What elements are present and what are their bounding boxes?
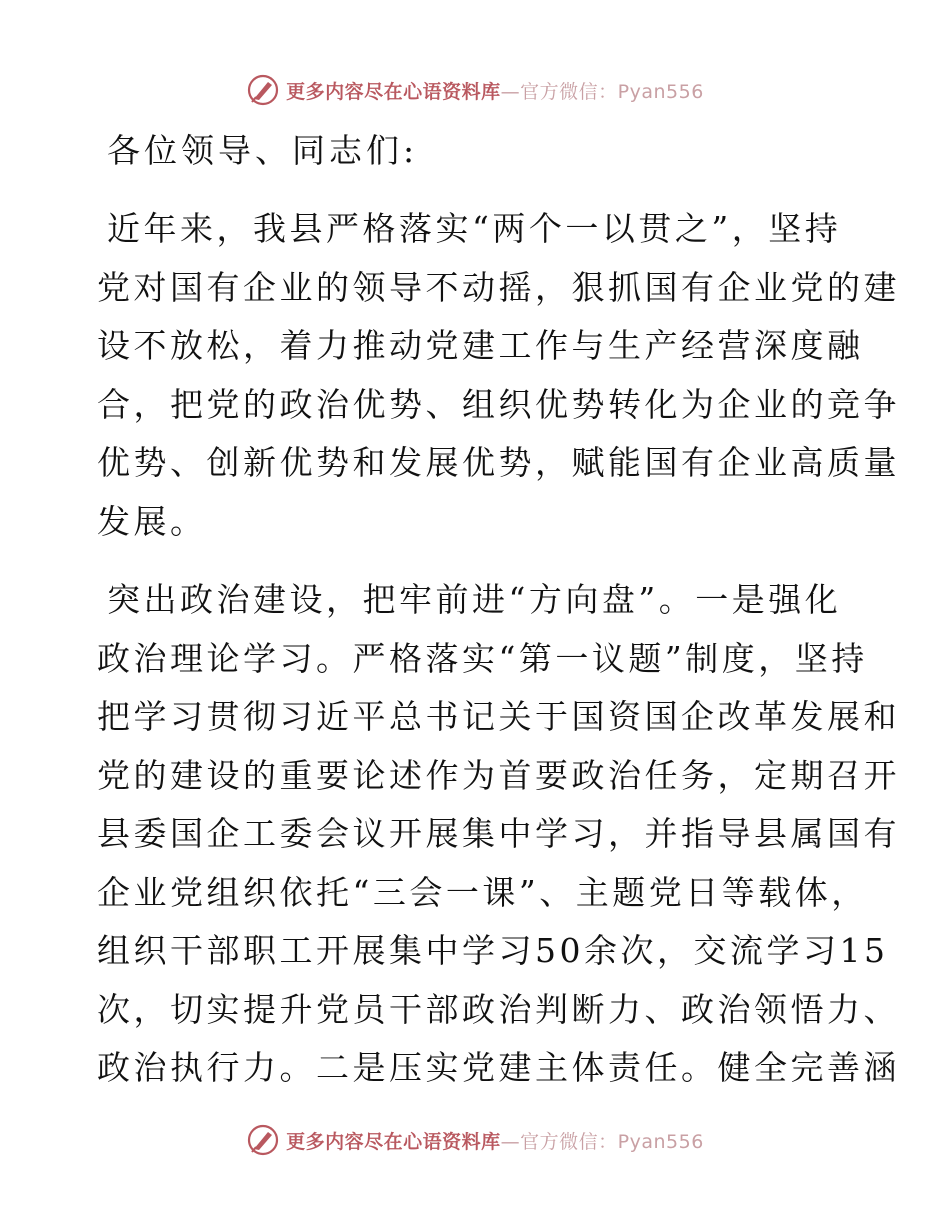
quill-logo-icon (246, 1123, 280, 1157)
paragraph-line: 企业党组织依托“三会一课”、主题党日等载体， (97, 872, 868, 912)
paragraph-line: 突出政治建设，把牢前进“方向盘”。一是强化 (107, 580, 842, 619)
watermark-wechat: —官方微信：Pyan556 (500, 1130, 704, 1153)
paragraph-line: 优势、创新优势和发展优势，赋能国有企业高质量 (97, 443, 900, 482)
paragraph-2 (97, 571, 900, 1098)
watermark-text (286, 1127, 704, 1154)
greeting-line: 各位领导、同志们: (107, 131, 419, 170)
paragraph-line: 党的建设的重要论述作为首要政治任务，定期召开 (97, 755, 900, 795)
header-watermark-banner (0, 70, 950, 110)
footer-watermark-banner (0, 1120, 950, 1160)
watermark-wechat: —官方微信：Pyan556 (500, 80, 704, 103)
quill-logo-icon (246, 73, 280, 107)
paragraph-line: 政治理论学习。严格落实“第一议题”制度，坚持 (97, 638, 868, 678)
paragraph-line: 次，切实提升党员干部政治判断力、政治领悟力、 (97, 989, 900, 1029)
paragraph-line: 设不放松，着力推动党建工作与生产经营深度融 (97, 326, 864, 365)
paragraph-line: 把学习贯彻习近平总书记关于国资国企改革发展和 (97, 697, 900, 736)
watermark-text (286, 77, 704, 104)
paragraph-line: 政治执行力。二是压实党建主体责任。健全完善涵 (97, 1048, 900, 1087)
watermark-highlight: 更多内容尽在心语资料库 (286, 80, 501, 103)
paragraph-line: 党对国有企业的领导不动摇，狠抓国有企业党的建 (97, 267, 900, 307)
paragraph-line: 组织干部职工开展集中学习50余次，交流学习15 (97, 931, 889, 970)
paragraph-1 (97, 200, 900, 551)
document-body (97, 122, 900, 1098)
paragraph-line: 近年来，我县严格落实“两个一以贯之”，坚持 (107, 209, 842, 248)
paragraph-line: 县委国企工委会议开展集中学习，并指导县属国有 (97, 814, 900, 853)
paragraph-line: 发展。 (97, 501, 207, 541)
watermark-highlight: 更多内容尽在心语资料库 (286, 1130, 501, 1153)
paragraph-line: 合，把党的政治优势、组织优势转化为企业的竞争 (97, 384, 900, 424)
